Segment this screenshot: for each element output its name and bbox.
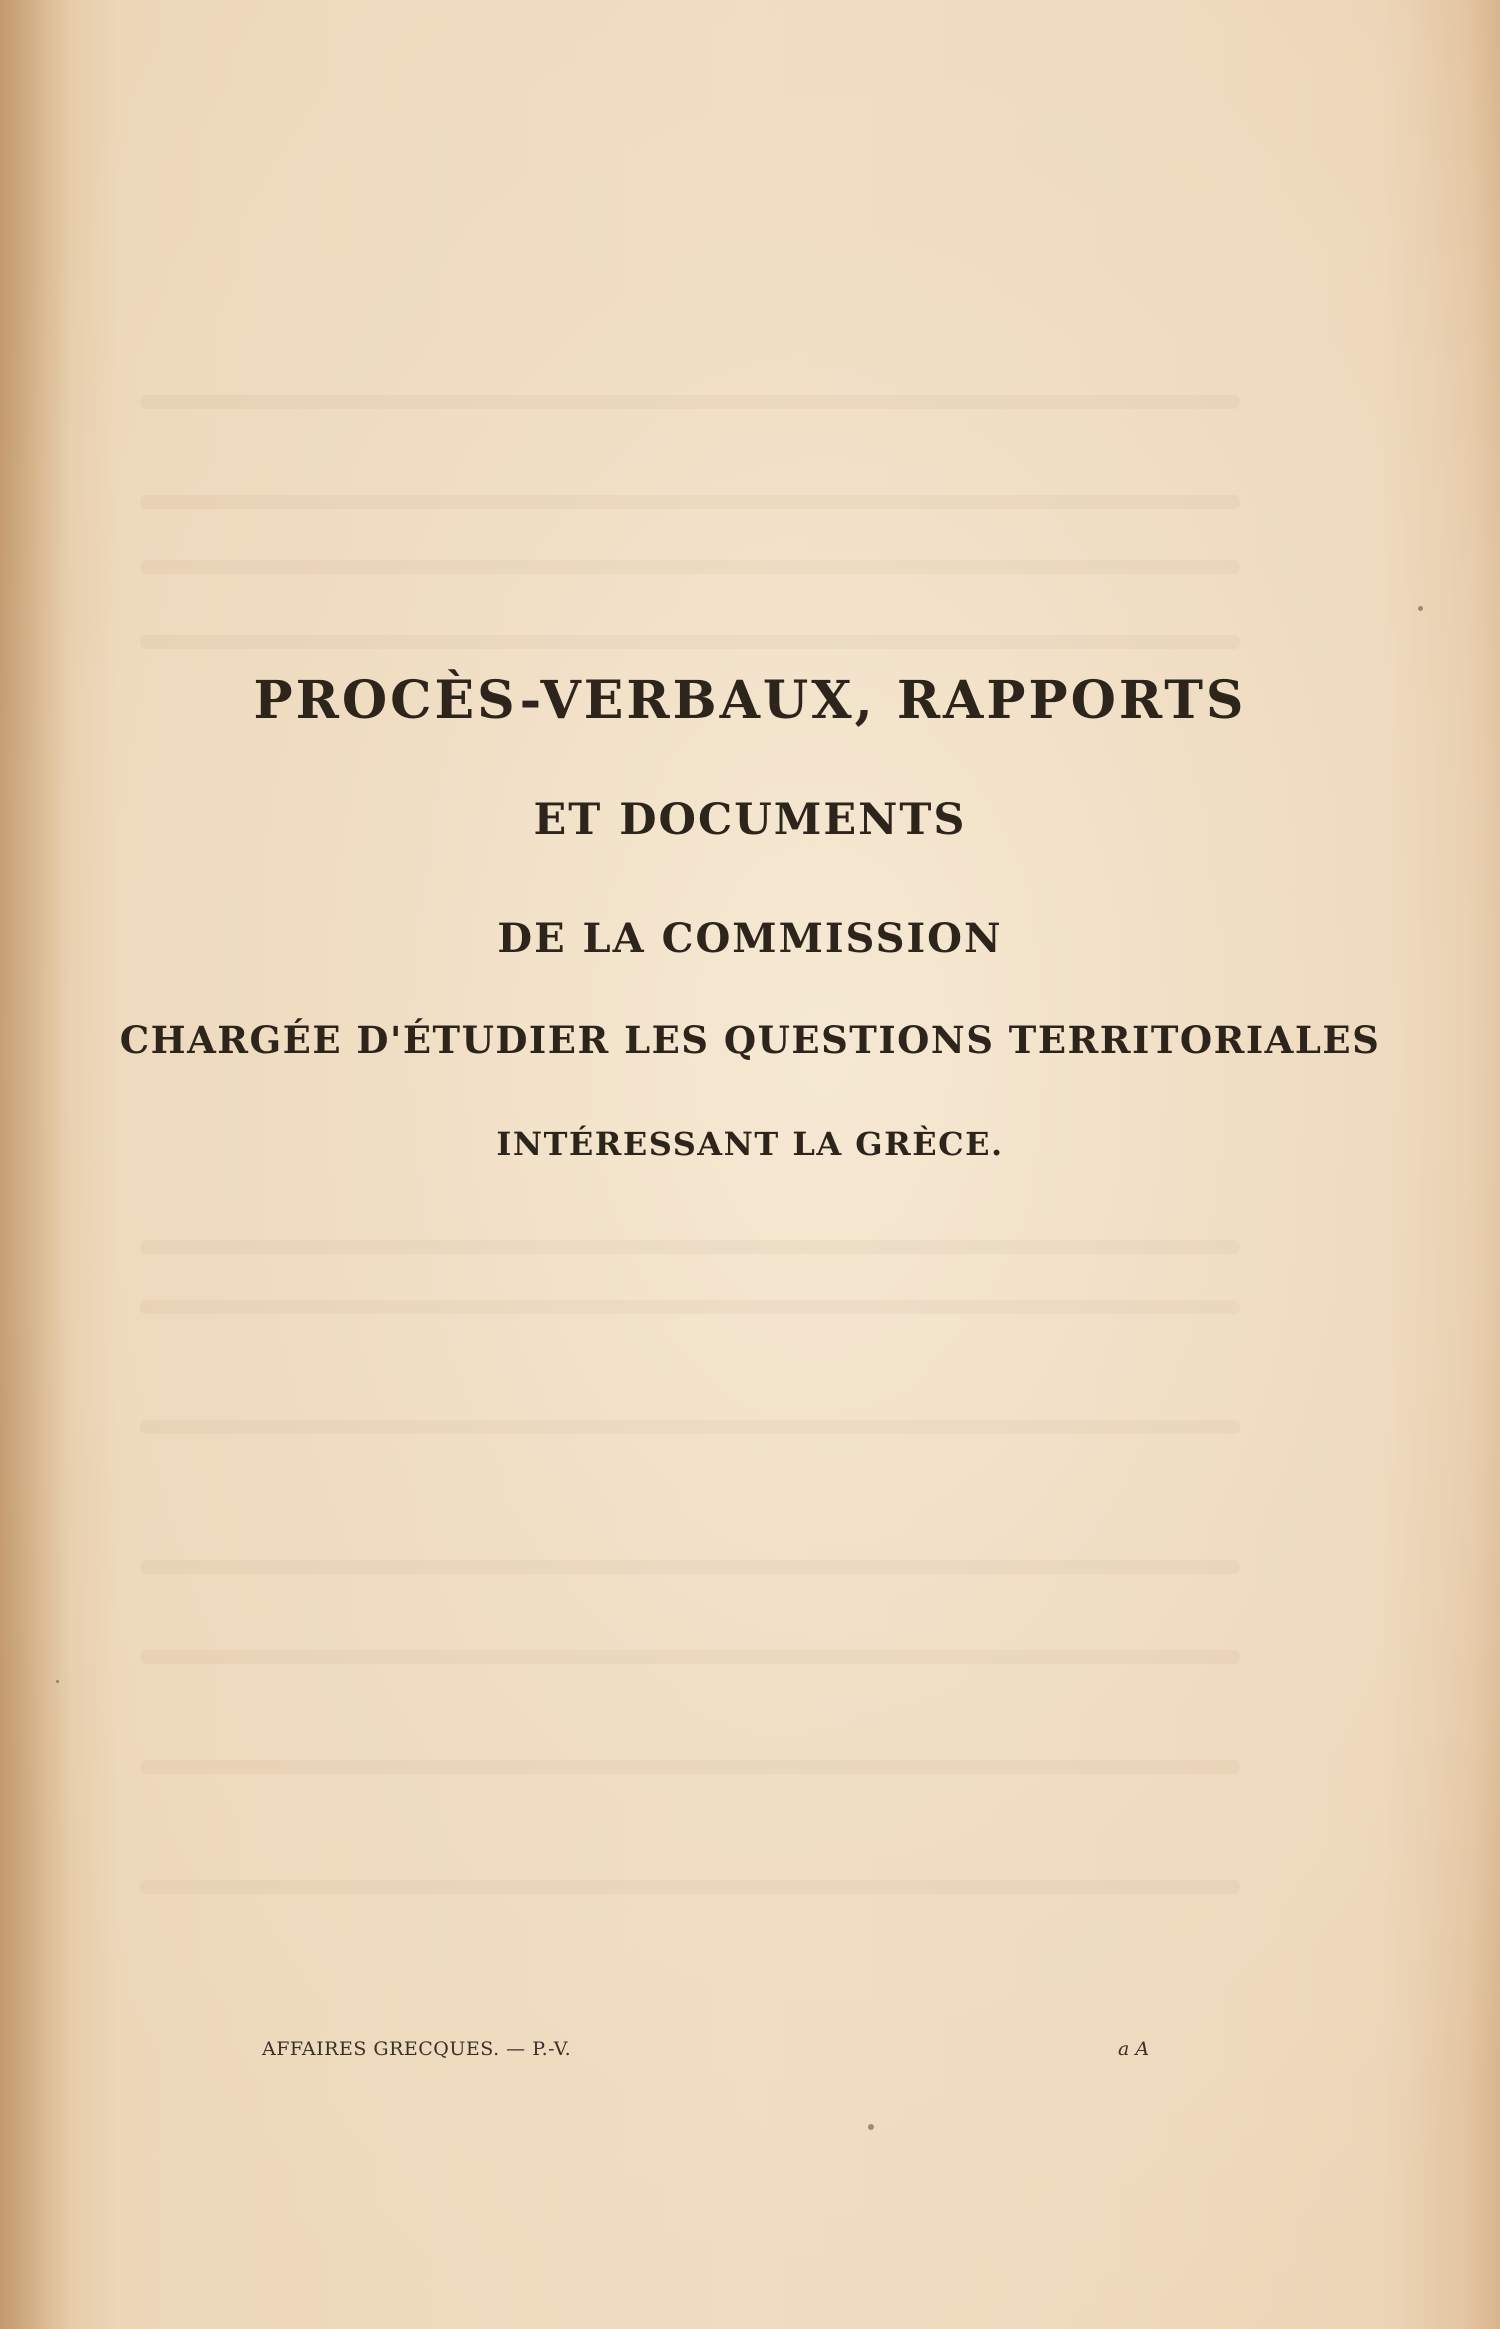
title-line-2: ET DOCUMENTS <box>533 795 967 845</box>
show-through-line <box>140 1650 1240 1664</box>
show-through-line <box>140 1880 1240 1894</box>
paper-speck <box>1418 606 1423 611</box>
title-line-5: INTÉRESSANT LA GRÈCE. <box>496 1125 1004 1163</box>
show-through-line <box>140 560 1240 574</box>
show-through-line <box>140 395 1240 409</box>
title-line-4: CHARGÉE D'ÉTUDIER LES QUESTIONS TERRITORIALES <box>119 1018 1381 1062</box>
footer-sheet-mark: a A <box>1118 2038 1150 2060</box>
show-through-line <box>140 495 1240 509</box>
spine-shadow <box>0 0 70 2329</box>
show-through-line <box>140 1760 1240 1774</box>
show-through-line <box>140 1420 1240 1434</box>
footer-signature: AFFAIRES GRECQUES. — P.-V. <box>262 2038 572 2060</box>
show-through-line <box>140 1240 1240 1254</box>
paper-speck <box>56 1680 59 1683</box>
title-line-1: PROCÈS-VERBAUX, RAPPORTS <box>253 670 1247 731</box>
show-through-line <box>140 1560 1240 1574</box>
paper-speck <box>868 2124 874 2130</box>
show-through-line <box>140 635 1240 649</box>
show-through-line <box>140 1300 1240 1314</box>
title-line-3: DE LA COMMISSION <box>497 915 1003 962</box>
